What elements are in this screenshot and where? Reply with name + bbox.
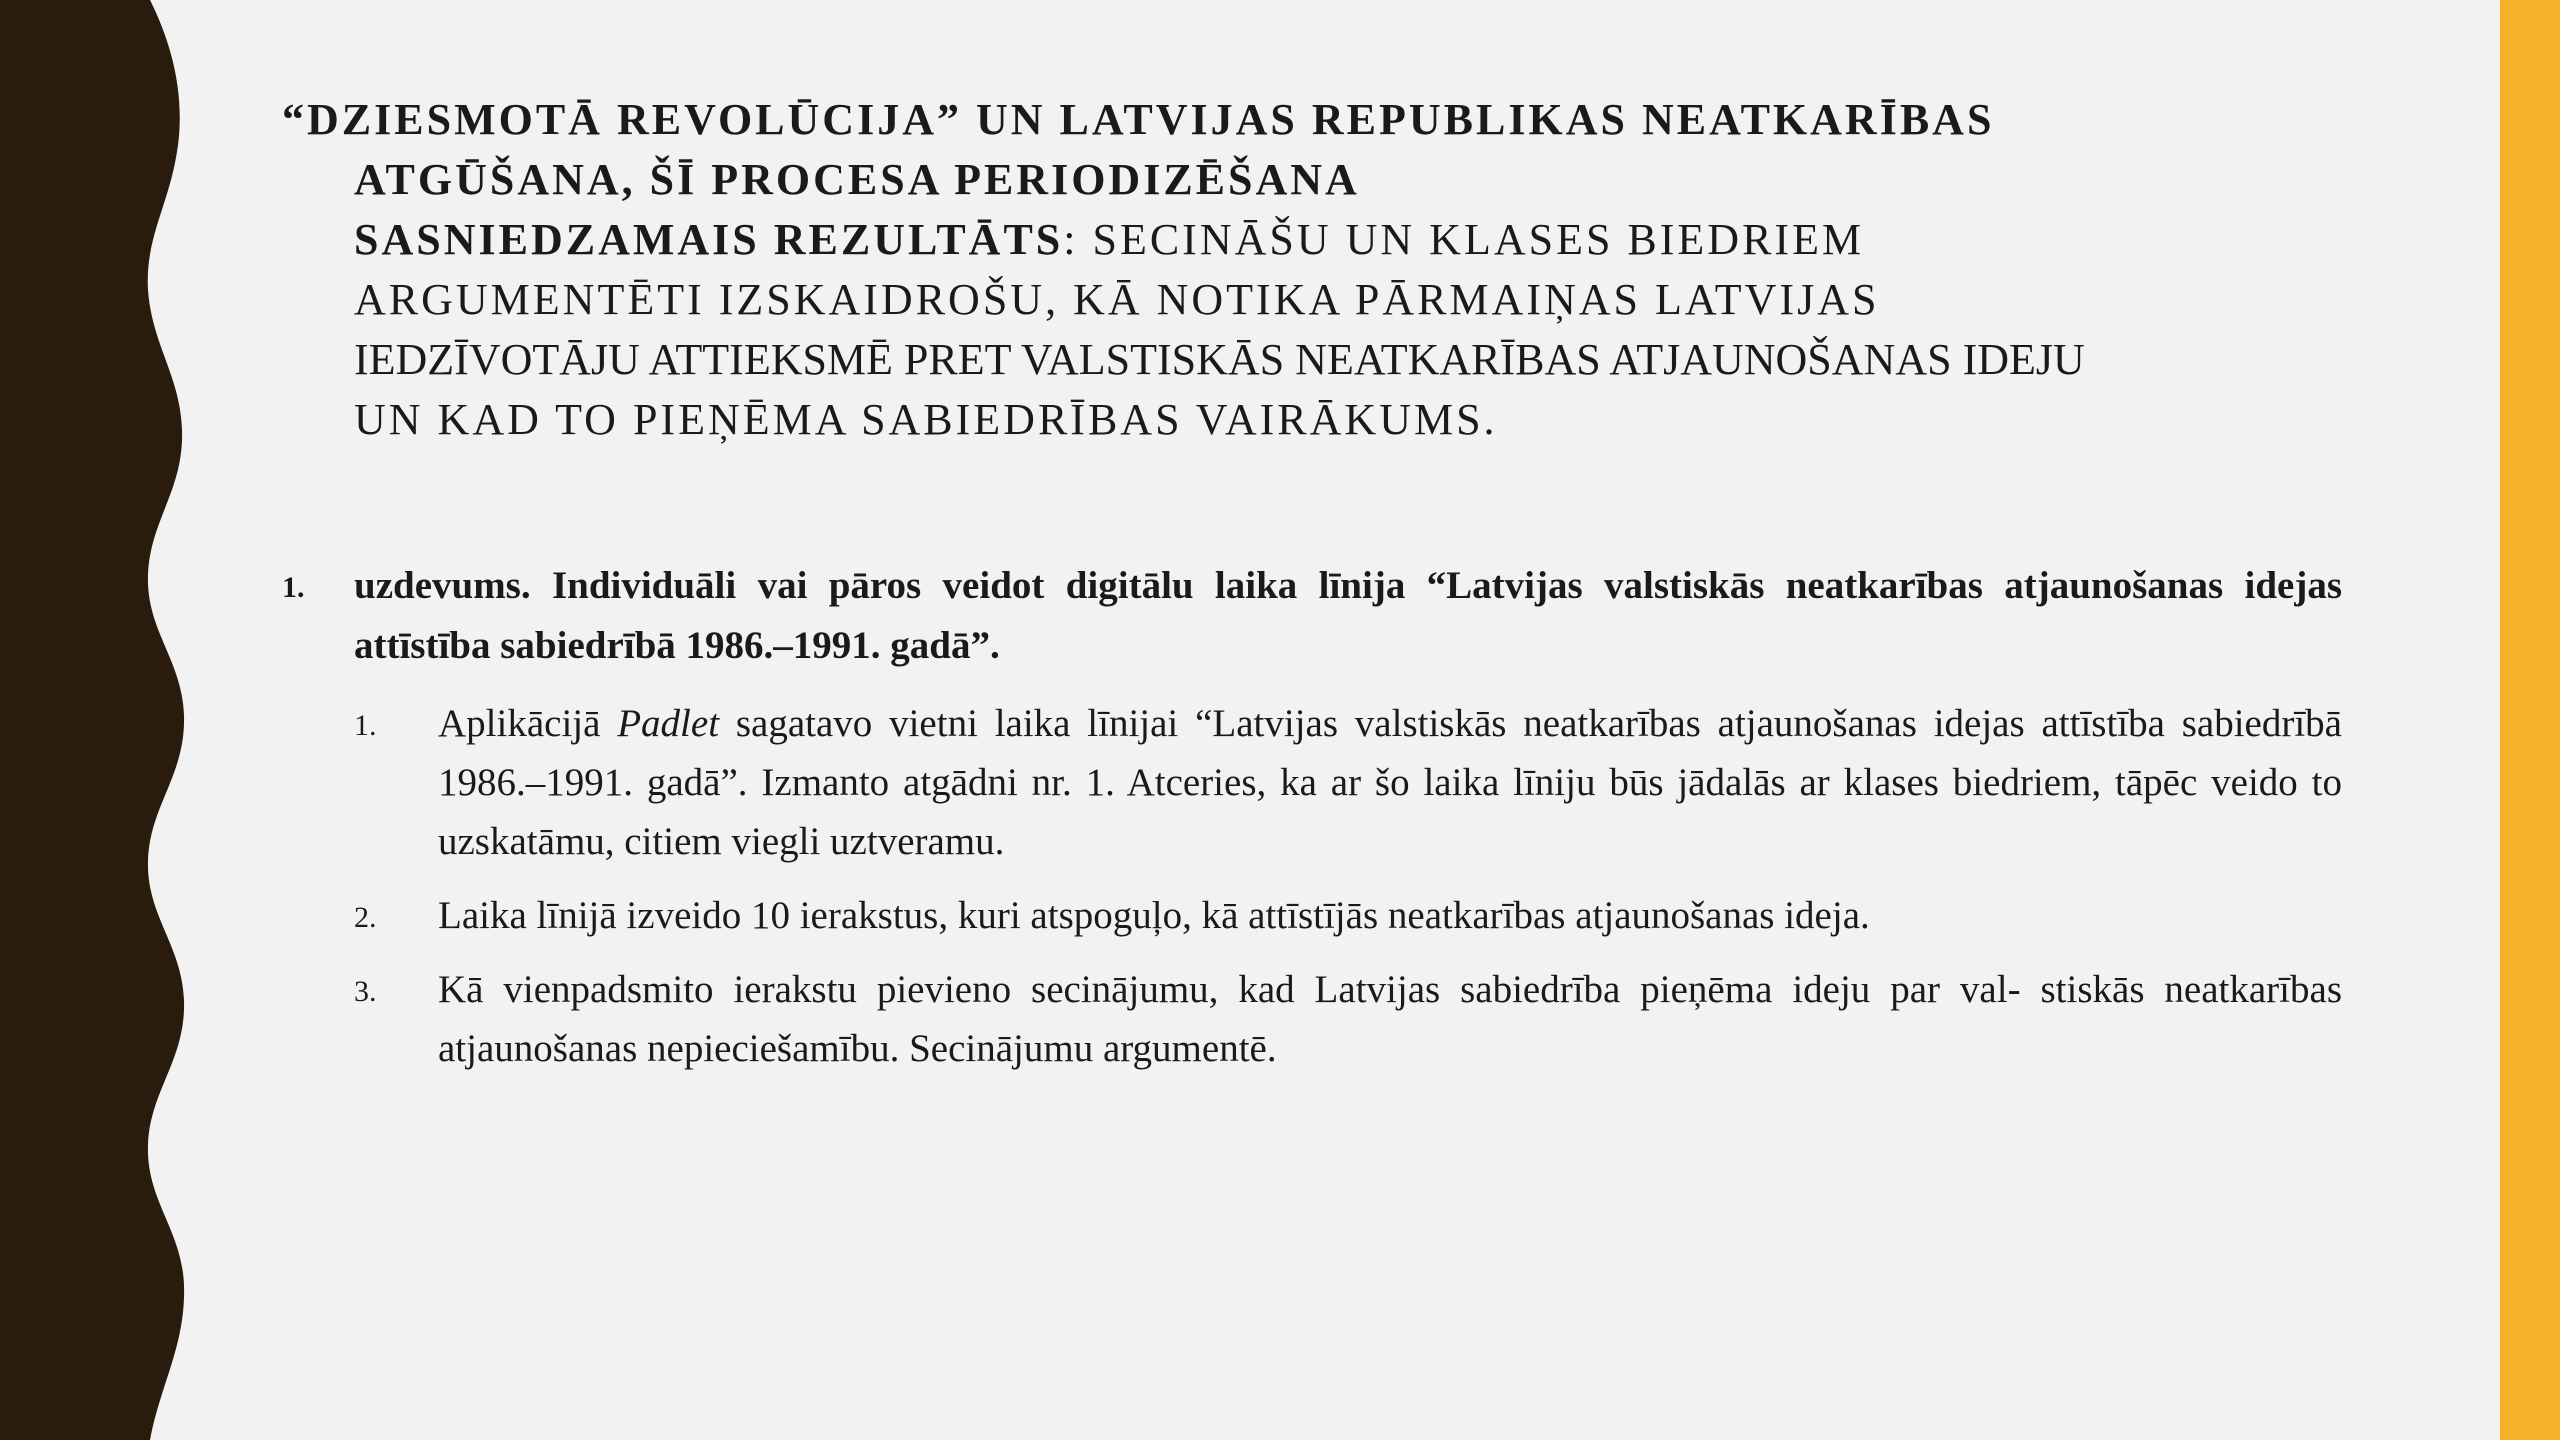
title-line-1: “DZIESMOTĀ REVOLŪCIJA” UN LATVIJAS REPUBLIKAS NEATKARĪBAS	[282, 95, 1995, 144]
result-text-start: : SECINĀŠU UN KLASES BIEDRIEM	[1063, 215, 1865, 264]
title-line-5: IEDZĪVOTĀJU ATTIEKSMĒ PRET VALSTISKĀS NEATKARĪBAS ATJAUNOŠANAS IDEJU	[354, 335, 2085, 384]
title-line-6: UN KAD TO PIEŅĒMA SABIEDRĪBAS VAIRĀKUMS.	[354, 395, 1498, 444]
slide-title	[282, 90, 2302, 450]
subtask-text: Kā vienpadsmito ierakstu pievieno secinājumu, kad Latvijas sabiedrība pieņēma ideju par val- stiskās neatkarības atjaunošanas nepieciešamību. Secinājumu argumentē.	[438, 968, 2342, 1070]
subtask-item	[354, 694, 2342, 871]
title-line-3	[282, 210, 2302, 270]
subtask-text: Laika līnijā izveido 10 ierakstus, kuri atspoguļo, kā attīstījās neatkarības atjaunošanas ideja.	[438, 894, 1870, 937]
title-line-2: ATGŪŠANA, ŠĪ PROCESA PERIODIZĒŠANA	[354, 155, 1360, 204]
subtask-list	[282, 694, 2342, 1078]
subtask-text-rest: sagatavo vietni laika līnijai “Latvijas valstiskās neatkarības atjaunošanas idejas attīstība sabiedrībā 1986.–1991. gadā”. Izmanto atgādni nr. 1. Atceries, ka ar šo laika līniju būs jādalās ar klases biedriem, tāpēc veido to uzskatāmu, citiem viegli uztveramu.	[438, 702, 2342, 863]
wave-shape	[0, 0, 184, 1440]
subtask-item	[354, 886, 2342, 945]
result-label: SASNIEDZAMAIS REZULTĀTS	[354, 215, 1064, 264]
app-name: Padlet	[617, 702, 720, 745]
task-number: 1.	[282, 571, 305, 604]
task-content	[282, 556, 2342, 1093]
title-line-4: ARGUMENTĒTI IZSKAIDROŠU, KĀ NOTIKA PĀRMAIŅAS LATVIJAS	[354, 275, 1880, 324]
decorative-wave-band	[0, 0, 200, 1440]
subtask-number: 2.	[354, 901, 377, 934]
accent-bar	[2500, 0, 2560, 1440]
subtask-number: 3.	[354, 975, 377, 1008]
task-item	[282, 556, 2342, 676]
subtask-number: 1.	[354, 709, 377, 742]
subtask-item	[354, 960, 2342, 1078]
task-text: uzdevums. Individuāli vai pāros veidot digitālu laika līnija “Latvijas valstiskās neatkarības atjaunošanas idejas attīstība sabiedrībā 1986.–1991. gadā”.	[354, 564, 2342, 667]
subtask-text-start: Aplikācijā	[438, 702, 618, 745]
